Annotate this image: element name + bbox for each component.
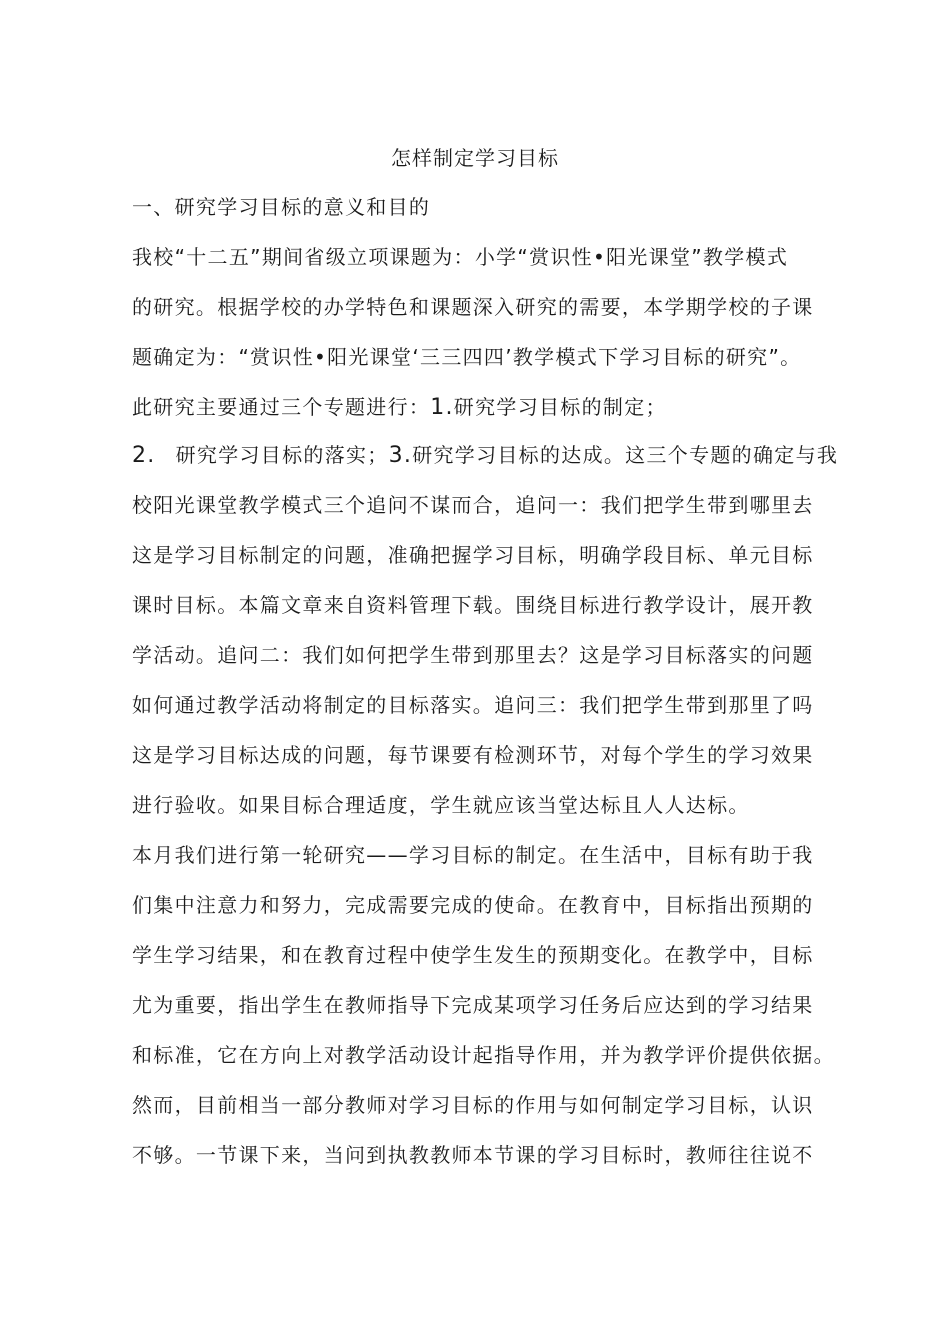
- paragraph-line: 们集中注意力和努力，完成需要完成的使命。在教育中，目标指出预期的: [132, 893, 814, 917]
- document-title: 怎样制定学习目标: [391, 146, 559, 170]
- paragraph-line: 这是学习目标达成的问题，每节课要有检测环节，对每个学生的学习效果: [132, 743, 814, 767]
- paragraph-line: 的研究。根据学校的办学特色和课题深入研究的需要，本学期学校的子课: [132, 295, 814, 319]
- list-number: 3.: [388, 443, 413, 468]
- paragraph-line: [132, 394, 667, 421]
- paragraph-line: 然而，目前相当一部分教师对学习目标的作用与如何制定学习目标，认识: [132, 1093, 814, 1117]
- paragraph-line: 不够。一节课下来，当问到执教教师本节课的学习目标时，教师往往说不: [132, 1143, 814, 1167]
- paragraph-line: 进行验收。如果目标合理适度，学生就应该当堂达标且人人达标。: [132, 793, 750, 817]
- list-number: 1.: [430, 395, 454, 420]
- paragraph-line: 课时目标。本篇文章来自资料管理下载。围绕目标进行教学设计，展开教: [132, 593, 814, 617]
- paragraph-line: 学活动。追问二：我们如何把学生带到那里去？这是学习目标落实的问题: [132, 643, 814, 667]
- paragraph-text: 此研究主要通过三个专题进行：: [132, 395, 431, 419]
- paragraph-line: 学生学习结果，和在教育过程中使学生发生的预期变化。在教学中，目标: [132, 943, 814, 967]
- paragraph-line: 本月我们进行第一轮研究——学习目标的制定。在生活中，目标有助于我: [132, 843, 814, 867]
- section-heading: 一、研究学习目标的意义和目的: [132, 195, 431, 219]
- paragraph-line: 题确定为：“赏识性•阳光课堂‘三三四四’教学模式下学习目标的研究”。: [132, 345, 802, 369]
- paragraph-line: 尤为重要，指出学生在教师指导下完成某项学习任务后应达到的学习结果: [132, 993, 814, 1017]
- paragraph-line: 如何通过教学活动将制定的目标落实。追问三：我们把学生带到那里了吗: [132, 693, 814, 717]
- paragraph-line: [132, 442, 838, 469]
- paragraph-text: 研究学习目标的达成。这三个专题的确定与我: [412, 443, 839, 467]
- paragraph-text: 研究学习目标的落实；: [175, 443, 389, 467]
- paragraph-line: 这是学习目标制定的问题，准确把握学习目标，明确学段目标、单元目标: [132, 543, 814, 567]
- paragraph-line: 和标准，它在方向上对教学活动设计起指导作用，并为教学评价提供依据。: [132, 1043, 835, 1067]
- list-number: 2.: [132, 443, 156, 468]
- paragraph-line: 我校“十二五”期间省级立项课题为：小学“赏识性•阳光课堂”教学模式: [132, 245, 789, 269]
- paragraph-text: 研究学习目标的制定；: [453, 395, 667, 419]
- paragraph-line: 校阳光课堂教学模式三个追问不谋而合，追问一：我们把学生带到哪里去: [132, 493, 814, 517]
